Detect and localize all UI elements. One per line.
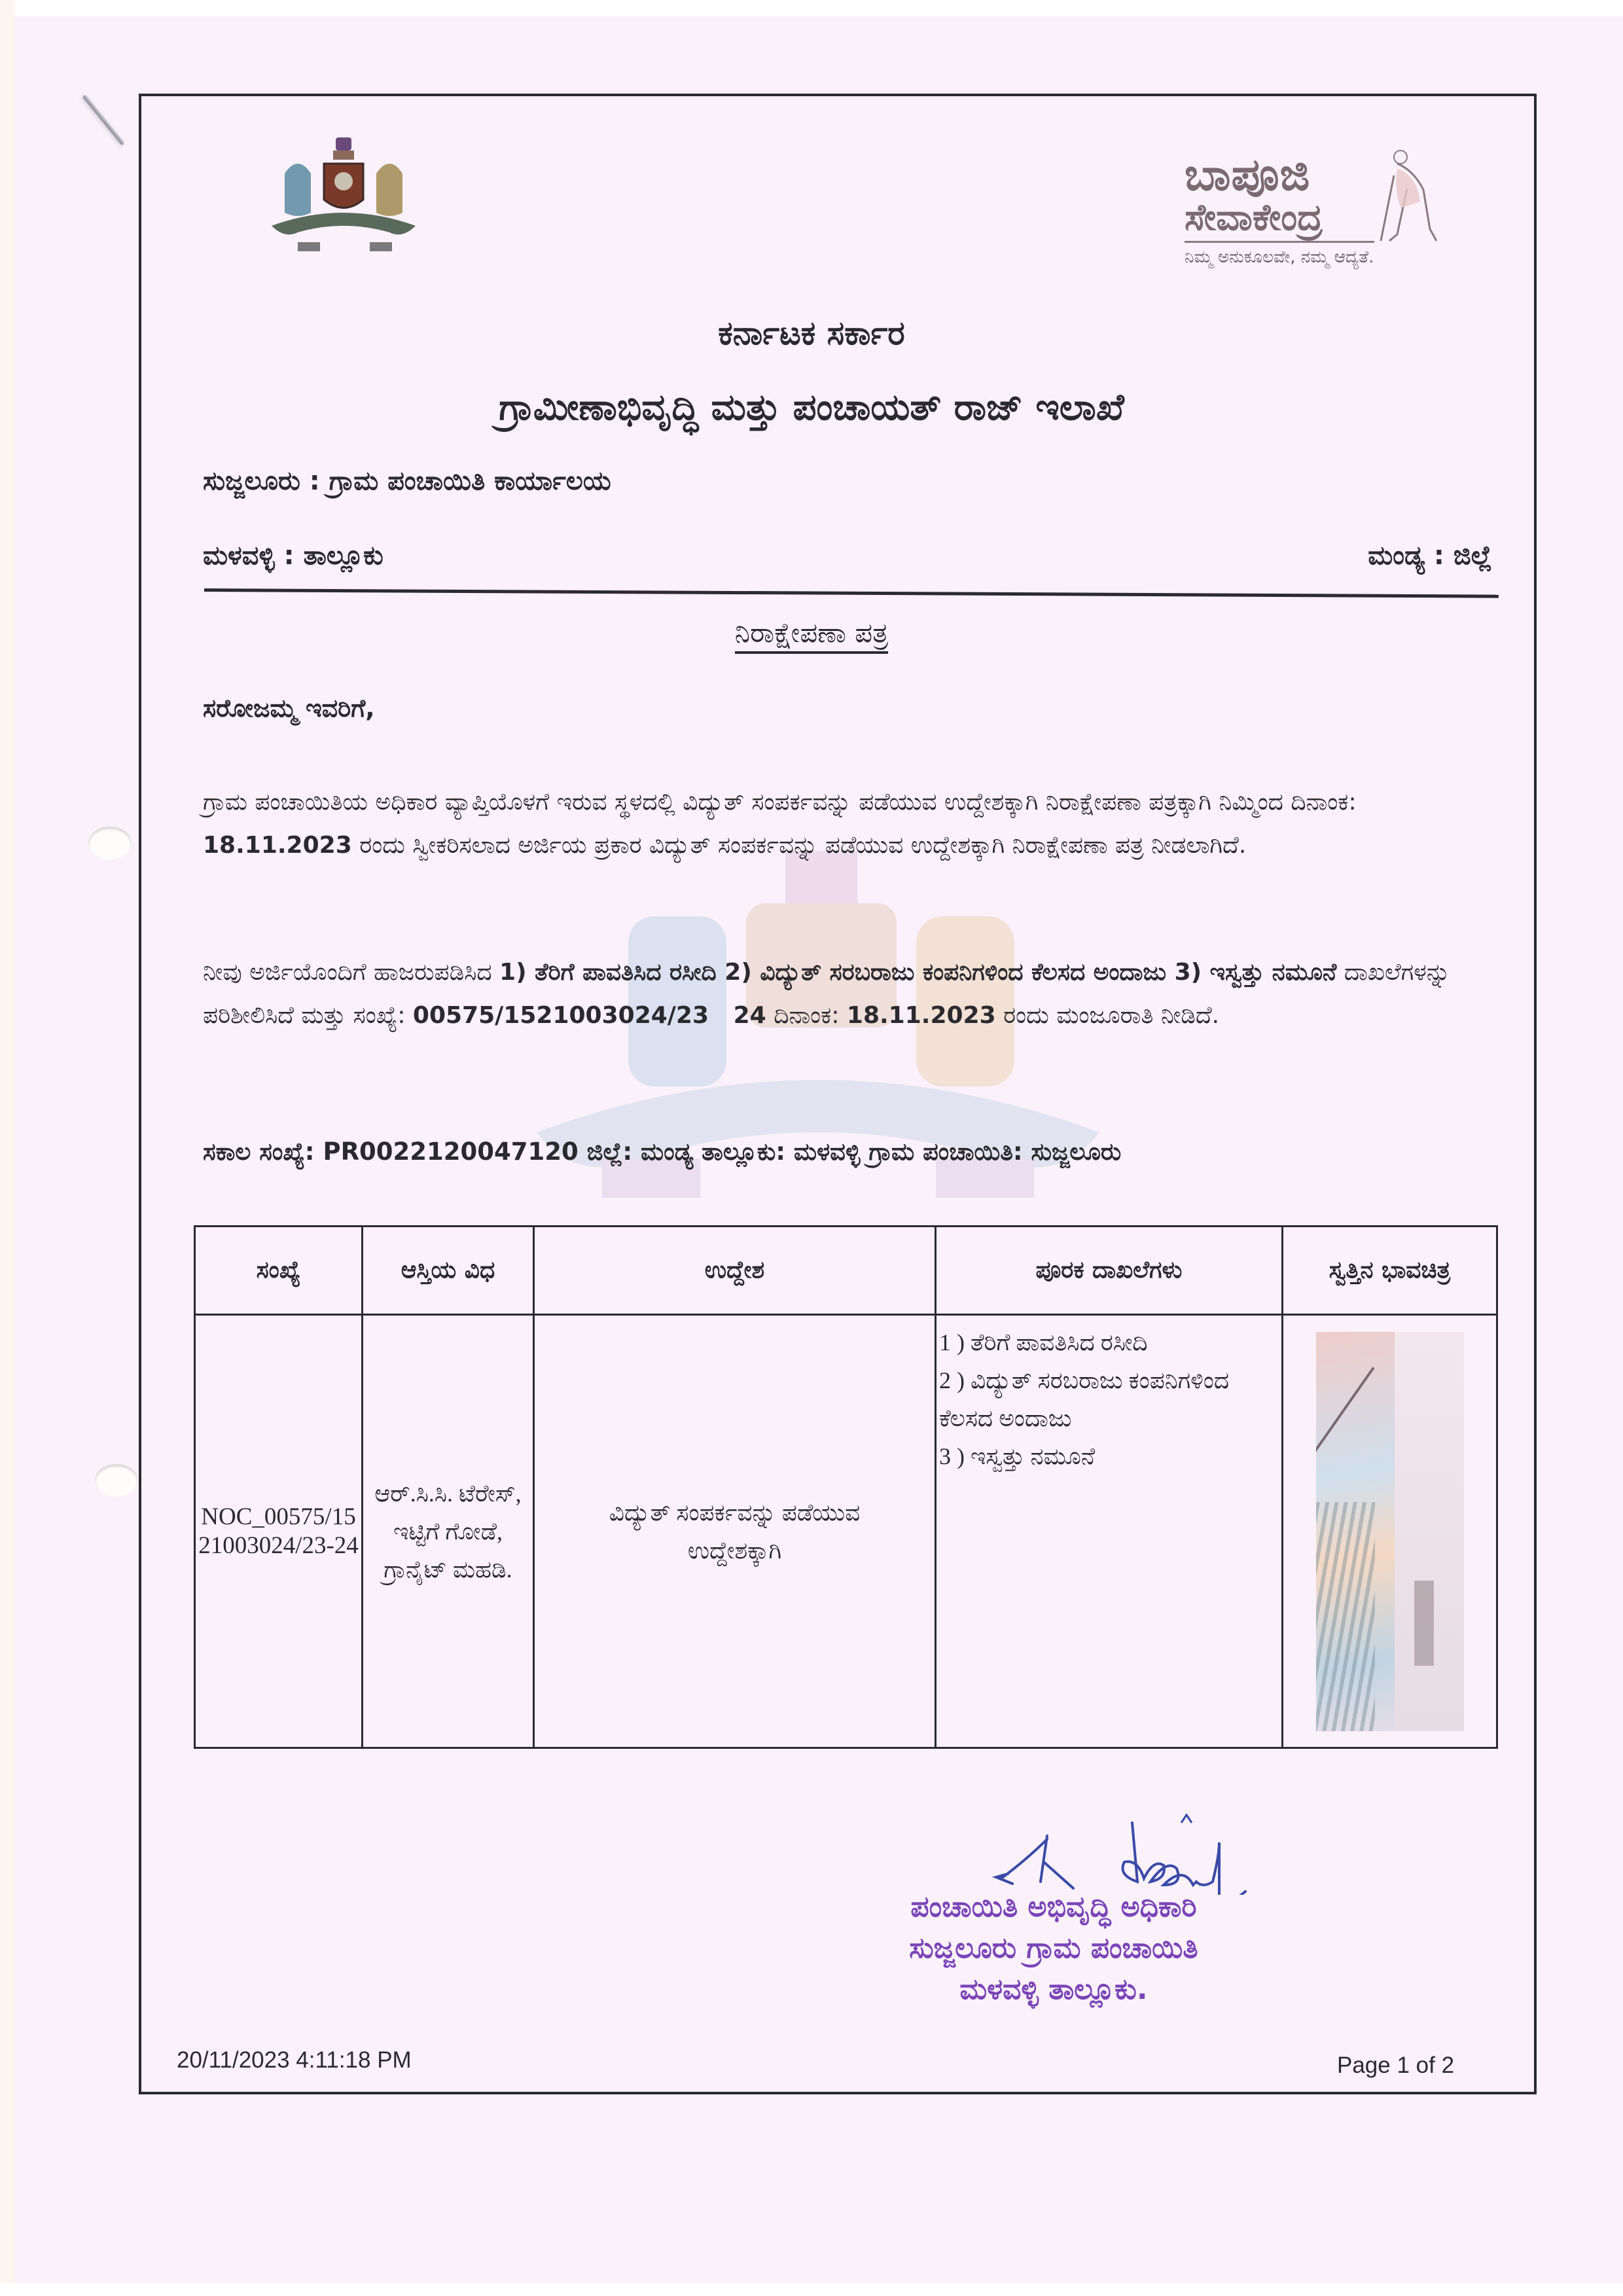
- gandhi-walking-icon: [1374, 149, 1446, 244]
- photo-plants: [1316, 1502, 1375, 1731]
- document-item: 2 ) ವಿದ್ಯುತ್ ಸರಬರಾಜು ಕಂಪನಿಗಳಿಂದ ಕೆಲಸದ ಅಂದಾಜು: [939, 1367, 1230, 1431]
- official-seal: [812, 1886, 1296, 2010]
- paragraph-2-intro: ನೀವು ಅರ್ಜಿಯೊಂದಿಗೆ ಹಾಜರುಪಡಿಸಿದ: [203, 959, 492, 986]
- cell-photo: [1283, 1315, 1497, 1748]
- paragraph-2-date-label: ದಿನಾಂಕ:: [774, 1002, 840, 1029]
- paragraph-1-text: ಗ್ರಾಮ ಪಂಚಾಯಿತಿಯ ಅಧಿಕಾರ ವ್ಯಾಪ್ತಿಯೊಳಗೆ ಇರುವ ಸ್ಥಳದಲ್ಲಿ ವಿದ್ಯುತ್ ಸಂಪರ್ಕವನ್ನು ಪಡೆಯುವ ಉದ್ದೇಶಕ್ಕಾಗಿ ನಿರಾಕ್ಷೇಪಣಾ ಪತ್ರಕ್ಕಾಗಿ ನಿಮ್ಮಿಂದ ದಿನಾಂಕ:: [203, 789, 1357, 816]
- office-line: ಸುಜ್ಜಲೂರು : ಗ್ರಾಮ ಪಂಚಾಯಿತಿ ಕಾರ್ಯಾಲಯ: [203, 466, 611, 496]
- punch-hole-bottom: [95, 1464, 138, 1497]
- document-title-text: ನಿರಾಕ್ಷೇಪಣಾ ಪತ್ರ: [735, 617, 889, 654]
- paragraph-2-documents: 1) ತೆರಿಗೆ ಪಾವತಿಸಿದ ರಸೀದಿ 2) ವಿದ್ಯುತ್ ಸರಬರಾಜು ಕಂಪನಿಗಳಿಂದ ಕೆಲಸದ ಅಂದಾಜು 3) ಇಸ್ವತ್ತು ನಮೂನೆ: [499, 959, 1337, 986]
- table-row: [195, 1315, 1497, 1748]
- property-type: ಆರ್.ಸಿ.ಸಿ. ಟೆರೇಸ್, ಇಟ್ಟಿಗೆ ಗೋಡೆ, ಗ್ರಾನೈಟ್ ಮಹಡಿ.: [374, 1480, 522, 1583]
- seal-line: ಪಂಚಾಯಿತಿ ಅಭಿವೃದ್ಧಿ ಅಧಿಕಾರಿ: [910, 1890, 1197, 1924]
- paragraph-1: [203, 781, 1499, 867]
- paragraph-2-end: ರಂದು ಮಂಜೂರಾತಿ ನೀಡಿದೆ.: [1003, 1002, 1220, 1029]
- cell-property-type: [363, 1315, 534, 1748]
- cell-noc-number: [195, 1315, 363, 1748]
- paragraph-1-rest: ರಂದು ಸ್ವೀಕರಿಸಲಾದ ಅರ್ಜಿಯ ಪ್ರಕಾರ ವಿದ್ಯುತ್ ಸಂಪರ್ಕವನ್ನು ಪಡೆಯುವ ಉದ್ದೇಶಕ್ಕಾಗಿ ನಿರಾಕ್ಷೇಪಣಾ ಪತ್ರ ನೀಡಲಾಗಿದೆ.: [359, 832, 1247, 859]
- cell-documents: [936, 1315, 1283, 1748]
- noc-number: NOC_00575/1521003024/23-24: [198, 1503, 359, 1559]
- punch-hole-top: [88, 827, 132, 859]
- print-timestamp: 20/11/2023 4:11:18 PM: [177, 2047, 412, 2073]
- photo-roofline: [1316, 1367, 1375, 1454]
- col-header-documents: ಪೂರಕ ದಾಖಲೆಗಳು: [936, 1227, 1283, 1315]
- paragraph-2-middle: ದಾಖಲೆಗಳನ್ನು ಪರಿಶೀಲಿಸಿದೆ ಮತ್ತು ಸಂಖ್ಯೆ:: [203, 959, 1451, 1029]
- col-header-photo: ಸ್ವತ್ತಿನ ಭಾವಚಿತ್ರ: [1283, 1227, 1497, 1315]
- page-number: Page 1 of 2: [1337, 2053, 1455, 2078]
- cell-purpose: [534, 1315, 936, 1748]
- document-title: [0, 617, 1623, 649]
- handwritten-signature-icon: [982, 1803, 1322, 1895]
- col-header-property-type: ಆಸ್ತಿಯ ವಿಧ: [363, 1227, 534, 1315]
- district-line: ಮಂಡ್ಯ : ಜಿಲ್ಲೆ: [1368, 541, 1492, 571]
- paragraph-2-number: 00575/1521003024/23 24: [412, 1002, 766, 1029]
- table-header-row: [195, 1227, 1497, 1315]
- paragraph-2: [203, 951, 1499, 1037]
- noc-details-table: [194, 1225, 1498, 1749]
- staple: [82, 94, 125, 145]
- seal-line: ಸುಜ್ಜಲೂರು ಗ್ರಾಮ ಪಂಚಾಯಿತಿ: [909, 1931, 1198, 1965]
- property-photo: [1316, 1332, 1464, 1731]
- paper-bottom-edge: [0, 2283, 1623, 2296]
- brand-name: ಬಾಪೂಜಿ: [1185, 149, 1311, 201]
- col-header-number: ಸಂಖ್ಯೆ: [195, 1227, 363, 1315]
- photo-door: [1414, 1581, 1434, 1666]
- paper-top-edge: [0, 0, 1623, 16]
- document-item: 1 ) ತೆರಿಗೆ ಪಾವತಿಸಿದ ರಸೀದಿ: [939, 1329, 1148, 1355]
- seal-line: ಮಳವಳ್ಳಿ ತಾಲ್ಲೂಕು.: [959, 1973, 1148, 2006]
- karnataka-emblem-icon: [259, 134, 429, 259]
- addressee: ಸರೋಜಮ್ಮ ಇವರಿಗೆ,: [203, 694, 375, 723]
- purpose: ವಿದ್ಯುತ್ ಸಂಪರ್ಕವನ್ನು ಪಡೆಯುವ ಉದ್ದೇಶಕ್ಕಾಗಿ: [609, 1499, 861, 1564]
- brand-tagline: ನಿಮ್ಮ ಅನುಕೂಲವೇ, ನಮ್ಮ ಆದ್ಯತೆ.: [1185, 247, 1374, 267]
- government-title: ಕರ್ನಾಟಕ ಸರ್ಕಾರ: [718, 314, 905, 352]
- brand-subtitle: ಸೇವಾಕೇಂದ್ರ: [1185, 196, 1323, 239]
- document-item: 3 ) ಇಸ್ವತ್ತು ನಮೂನೆ: [939, 1443, 1096, 1469]
- bapuji-sevakendra-logo: [1185, 149, 1446, 274]
- paragraph-2-date: 18.11.2023: [846, 1002, 996, 1029]
- paragraph-1-date: 18.11.2023: [203, 832, 352, 859]
- sakala-reference-line: ಸಕಾಲ ಸಂಖ್ಯೆ: PR0022120047120 ಜಿಲ್ಲೆ: ಮಂಡ್ಯ ತಾಲ್ಲೂಕು: ಮಳವಳ್ಳಿ ಗ್ರಾಮ ಪಂಚಾಯಿತಿ: ಸುಜ್ಜಲೂರು: [203, 1138, 1122, 1166]
- department-title: ಗ್ರಾಮೀಣಾಭಿವೃದ್ಧಿ ಮತ್ತು ಪಂಚಾಯತ್ ರಾಜ್ ಇಲಾಖೆ: [499, 386, 1124, 429]
- photo-wall: [1395, 1332, 1464, 1731]
- col-header-purpose: ಉದ್ದೇಶ: [534, 1227, 936, 1315]
- taluk-line: ಮಳವಳ್ಳಿ : ತಾಲ್ಲೂಕು: [203, 541, 383, 571]
- brand-divider: [1185, 241, 1374, 243]
